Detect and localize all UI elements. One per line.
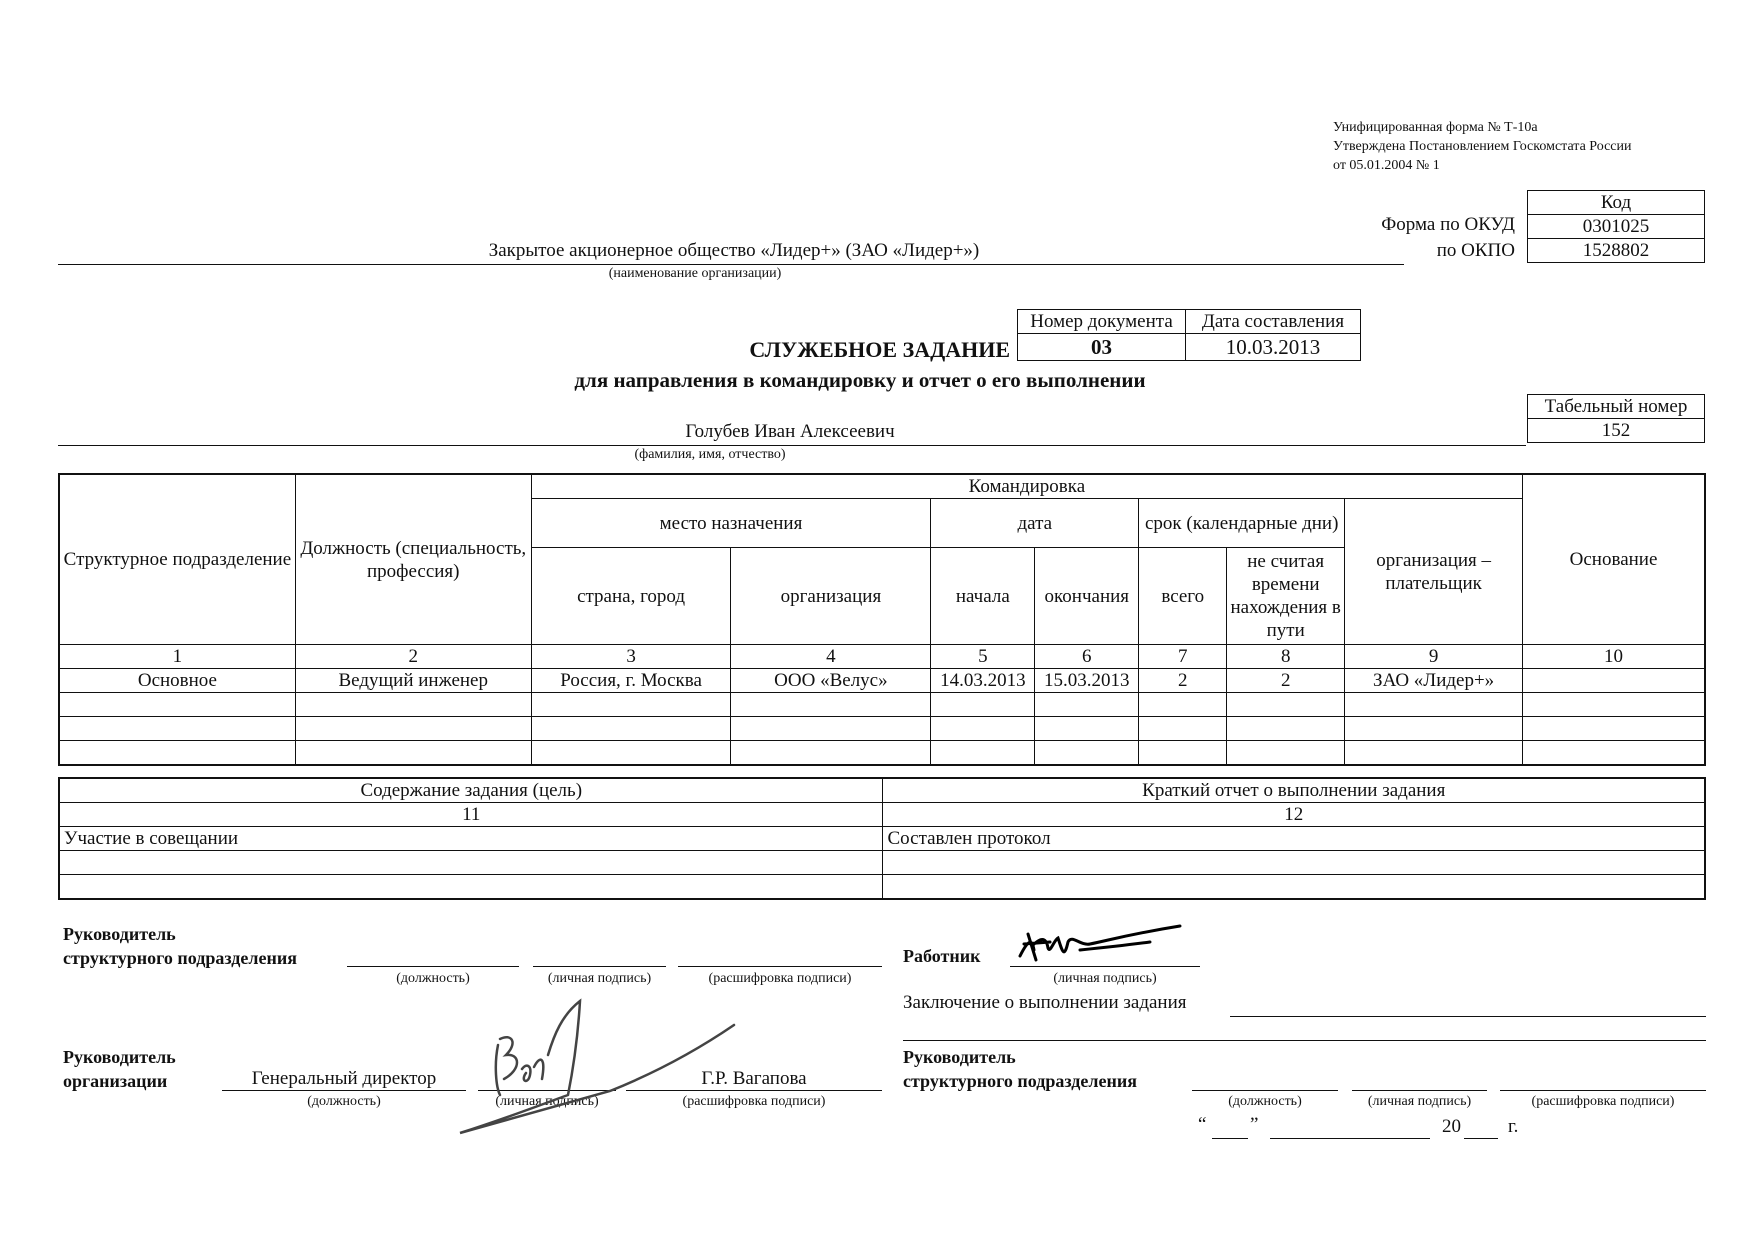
document-subtitle: для направления в командировку и отчет о его выполнении (574, 368, 1146, 392)
document-date-label: Дата составления (1186, 310, 1361, 334)
head-dept2-caption-signature: (личная подпись) (1367, 1094, 1472, 1109)
head-dept-label-line2: структурного подразделения (63, 948, 297, 968)
header-department: Структурное подразделение (60, 475, 296, 645)
column-number: 10 (1523, 645, 1705, 669)
document-date-value[interactable]: 10.03.2013 (1186, 334, 1361, 361)
table-row (60, 669, 1705, 693)
form-reference-line2: Утверждена Постановлением Госкомстата России (1333, 139, 1632, 154)
organization-caption: (наименование организации) (608, 266, 782, 281)
okpo-label: по ОКПО (1436, 240, 1515, 261)
header-task-report: Краткий отчет о выполнении задания (883, 779, 1705, 803)
header-basis: Основание (1523, 475, 1705, 645)
head-dept2-label-line2: структурного подразделения (903, 1071, 1137, 1091)
head-org-name[interactable]: Г.Р. Вагапова (701, 1068, 807, 1089)
cell-end[interactable]: 15.03.2013 (1035, 669, 1139, 693)
task-table (59, 778, 1705, 899)
head-dept-position-line[interactable] (347, 966, 519, 967)
column-number: 12 (883, 803, 1705, 827)
header-trip: Командировка (531, 475, 1522, 499)
head-org-position[interactable]: Генеральный директор (251, 1068, 437, 1089)
head-org-caption-signature: (личная подпись) (495, 1094, 599, 1109)
document-number-value[interactable]: 03 (1018, 334, 1186, 361)
form-reference-line3: от 05.01.2004 № 1 (1333, 158, 1440, 173)
cell-country[interactable]: Россия, г. Москва (531, 669, 731, 693)
code-header: Код (1528, 191, 1705, 215)
column-number: 9 (1345, 645, 1523, 669)
table-row (60, 875, 1705, 899)
table-row (60, 851, 1705, 875)
table-row (60, 717, 1705, 741)
column-number: 4 (731, 645, 931, 669)
table-row (60, 693, 1705, 717)
head-org-label-line2: организации (63, 1071, 168, 1091)
header-country: страна, город (531, 548, 731, 645)
header-date: дата (931, 499, 1139, 548)
document-number-table (1017, 309, 1361, 361)
header-payer: организация – плательщик (1345, 499, 1523, 645)
column-number: 6 (1035, 645, 1139, 669)
caption-position: (должность) (396, 971, 470, 986)
date-day-line[interactable] (1212, 1138, 1248, 1139)
header-position: Должность (специальность, профессия) (295, 475, 531, 645)
document-number-label: Номер документа (1018, 310, 1186, 334)
column-number: 3 (531, 645, 731, 669)
head-org-caption-position: (должность) (307, 1094, 381, 1109)
caption-signature: (личная подпись) (547, 971, 652, 986)
form-reference (1333, 118, 1632, 175)
task-report-cell[interactable]: Составлен протокол (883, 827, 1705, 851)
head-org-label (63, 1045, 176, 1093)
head-org-label-line1: Руководитель (63, 1047, 176, 1067)
head-dept2-label (903, 1045, 1137, 1093)
head-org-caption-decode: (расшифровка подписи) (682, 1094, 826, 1109)
column-number: 7 (1139, 645, 1227, 669)
header-org: организация (731, 548, 931, 645)
header-start: начала (931, 548, 1035, 645)
codes-table (1527, 190, 1705, 263)
column-number: 1 (60, 645, 296, 669)
worker-label: Работник (903, 946, 981, 966)
head-dept2-position-line[interactable] (1192, 1090, 1338, 1091)
head-dept2-caption-decode: (расшифровка подписи) (1531, 1094, 1675, 1109)
organization-name[interactable]: Закрытое акционерное общество «Лидер+» (ЗАО «Лидер+») (488, 240, 980, 261)
document-title: СЛУЖЕБНОЕ ЗАДАНИЕ (749, 337, 1010, 362)
organization-underline (58, 264, 1404, 265)
cell-department[interactable]: Основное (60, 669, 296, 693)
conclusion-line-2[interactable] (903, 1040, 1706, 1041)
trip-table (59, 474, 1705, 765)
date-month-line[interactable] (1270, 1138, 1430, 1139)
worker-caption-signature: (личная подпись) (1053, 971, 1157, 986)
worker-signature-icon (1010, 920, 1200, 968)
head-dept2-caption-position: (должность) (1228, 1094, 1302, 1109)
table-row (60, 741, 1705, 765)
cell-payer[interactable]: ЗАО «Лидер+» (1345, 669, 1523, 693)
date-year-suffix: г. (1508, 1116, 1519, 1137)
cell-position[interactable]: Ведущий инженер (295, 669, 531, 693)
date-quote-close: ” (1250, 1114, 1259, 1135)
table-row (60, 827, 1705, 851)
header-term: срок (календарные дни) (1139, 499, 1345, 548)
date-year-line[interactable] (1464, 1138, 1498, 1139)
employee-caption: (фамилия, имя, отчество) (634, 447, 786, 462)
column-number: 11 (60, 803, 883, 827)
cell-excluding[interactable]: 2 (1227, 669, 1345, 693)
date-year-prefix: 20 (1442, 1116, 1461, 1137)
cell-total[interactable]: 2 (1139, 669, 1227, 693)
header-excluding: не считая времени нахождения в пути (1227, 548, 1345, 645)
head-dept-decode-line[interactable] (678, 966, 882, 967)
okud-value[interactable]: 0301025 (1528, 215, 1705, 239)
cell-start[interactable]: 14.03.2013 (931, 669, 1035, 693)
head-dept-signature-line[interactable] (533, 966, 666, 967)
conclusion-line-1[interactable] (1230, 1016, 1706, 1017)
form-reference-line1: Унифицированная форма № Т-10а (1333, 120, 1538, 135)
head-org-signature-icon (450, 995, 740, 1140)
employee-name[interactable]: Голубев Иван Алексеевич (685, 421, 895, 442)
head-dept-label (63, 922, 297, 970)
cell-org[interactable]: ООО «Велус» (731, 669, 931, 693)
tab-number-table (1527, 394, 1705, 443)
head-dept-label-line1: Руководитель (63, 924, 176, 944)
okpo-value[interactable]: 1528802 (1528, 239, 1705, 263)
caption-decode: (расшифровка подписи) (708, 971, 852, 986)
conclusion-label: Заключение о выполнении задания (903, 992, 1187, 1013)
task-content-cell[interactable]: Участие в совещании (60, 827, 883, 851)
date-quote-open: “ (1198, 1114, 1207, 1135)
okud-label: Форма по ОКУД (1381, 214, 1515, 235)
tab-number-value[interactable]: 152 (1528, 419, 1705, 443)
employee-underline (58, 445, 1526, 446)
column-number: 8 (1227, 645, 1345, 669)
header-end: окончания (1035, 548, 1139, 645)
tab-number-label: Табельный номер (1528, 395, 1705, 419)
header-task-content: Содержание задания (цель) (60, 779, 883, 803)
header-total: всего (1139, 548, 1227, 645)
column-number: 2 (295, 645, 531, 669)
head-dept2-signature-line[interactable] (1352, 1090, 1487, 1091)
column-numbers-row (60, 645, 1705, 669)
cell-basis[interactable] (1523, 669, 1705, 693)
header-destination: место назначения (531, 499, 931, 548)
head-dept2-decode-line[interactable] (1500, 1090, 1706, 1091)
column-number: 5 (931, 645, 1035, 669)
head-dept2-label-line1: Руководитель (903, 1047, 1016, 1067)
head-org-position-line (222, 1090, 466, 1091)
